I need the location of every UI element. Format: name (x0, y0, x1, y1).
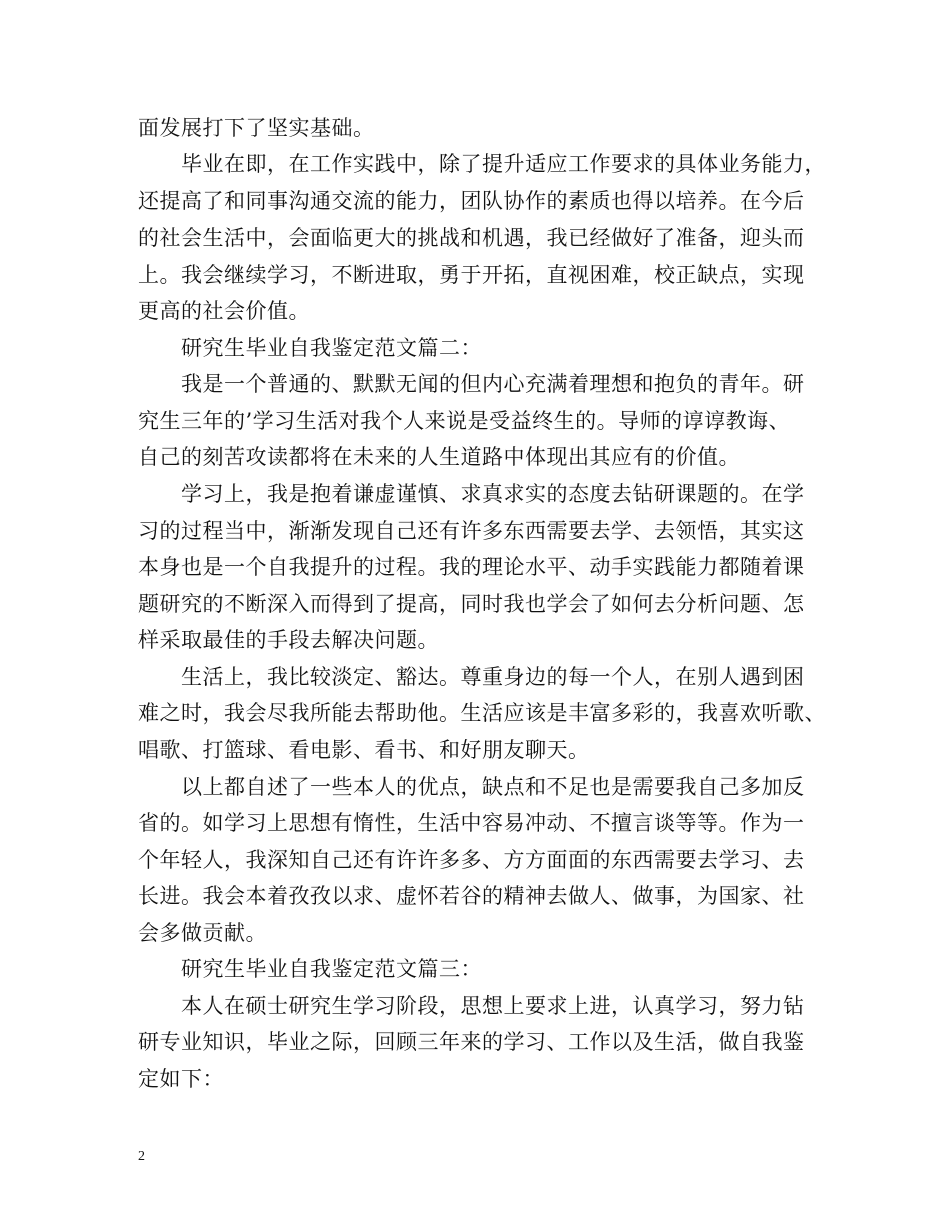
section-heading: 研究生毕业自我鉴定范文篇二： (181, 336, 482, 360)
text-line: 面发展打下了坚实基础。 (138, 116, 375, 140)
text-line: 本人在硕士研究生学习阶段，思想上要求上进，认真学习，努力钻 (181, 994, 805, 1018)
text-line: 本身也是一个自我提升的过程。我的理论水平、动手实践能力都随着课 (138, 555, 805, 579)
text-line: 定如下： (138, 1067, 224, 1091)
text-line: 上。我会继续学习，不断进取，勇于开拓，直视困难，校正缺点，实现 (138, 263, 805, 287)
text-line: 究生三年的’学习生活对我个人来说是受益终生的。导师的谆谆教诲、 (138, 409, 791, 433)
text-line: 长进。我会本着孜孜以求、虚怀若谷的精神去做人、做事，为国家、社 (138, 884, 805, 908)
page-number: 2 (138, 1149, 145, 1164)
text-line: 自己的刻苦攻读都将在未来的人生道路中体现出其应有的价值。 (138, 445, 740, 469)
text-line: 省的。如学习上思想有惰性，生活中容易冲动、不擅言谈等等。作为一 (138, 811, 805, 835)
text-line: 学习上，我是抱着谦虚谨慎、求真求实的态度去钻研课题的。在学 (181, 482, 805, 506)
text-line: 样采取最佳的手段去解决问题。 (138, 628, 439, 652)
text-line: 的社会生活中，会面临更大的挑战和机遇，我已经做好了准备，迎头而 (138, 226, 805, 250)
text-line: 毕业在即，在工作实践中，除了提升适应工作要求的具体业务能力， (181, 152, 826, 176)
text-line: 唱歌、打篮球、看电影、看书、和好朋友聊天。 (138, 738, 590, 762)
text-line: 以上都自述了一些本人的优点，缺点和不足也是需要我自己多加反 (181, 775, 805, 799)
section-heading: 研究生毕业自我鉴定范文篇三： (181, 957, 482, 981)
text-line: 还提高了和同事沟通交流的能力，团队协作的素质也得以培养。在今后 (138, 189, 805, 213)
text-line: 习的过程当中，渐渐发现自己还有许多东西需要去学、去领悟，其实这 (138, 519, 805, 543)
text-line: 我是一个普通的、默默无闻的但内心充满着理想和抱负的青年。研 (181, 372, 805, 396)
text-line: 研专业知识，毕业之际，回顾三年来的学习、工作以及生活，做自我鉴 (138, 1030, 805, 1054)
text-line: 生活上，我比较淡定、豁达。尊重身边的每一个人，在别人遇到困 (181, 665, 805, 689)
text-line: 个年轻人，我深知自己还有许许多多、方方面面的东西需要去学习、去 (138, 848, 805, 872)
text-line: 会多做贡献。 (138, 921, 267, 945)
text-line: 题研究的不断深入而得到了提高，同时我也学会了如何去分析问题、怎 (138, 592, 805, 616)
text-line: 更高的社会价值。 (138, 299, 310, 323)
text-line: 难之时，我会尽我所能去帮助他。生活应该是丰富多彩的，我喜欢听歌、 (138, 701, 826, 725)
